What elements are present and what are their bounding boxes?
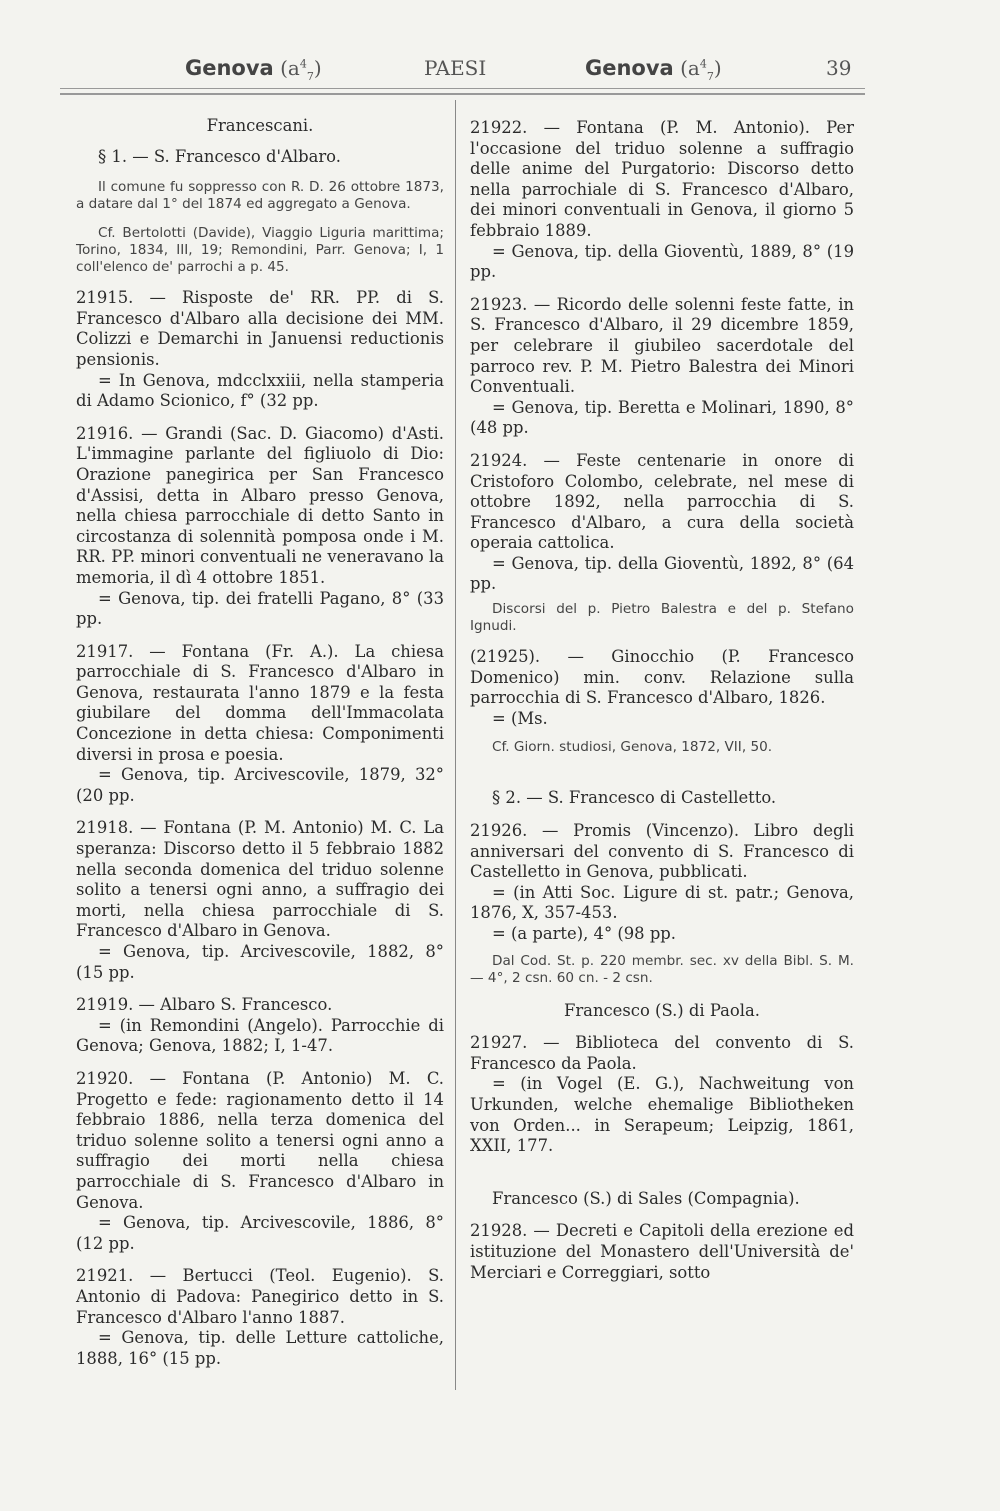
bib-entry: 21927. — Biblioteca del convento di S. Francesco da Paola. [470, 1033, 854, 1073]
header-code-right: (a [680, 56, 700, 80]
note: Il comune fu soppresso con R. D. 26 ottobre 1873, a datare dal 1° del 1874 ed aggregato a Genova. [76, 179, 444, 213]
reference-note: Cf. Bertolotti (Davide), Viaggio Liguria marittima; Torino, 1834, III, 19; Remondini, Parr. Genova; I, 1 coll'elenco de' parrochi a p. 45. [76, 225, 444, 276]
header-sup-left: 4 [299, 57, 307, 71]
imprint: = (in Remondini (Angelo). Parrocchie di Genova; Genova, 1882; I, 1-47. [76, 1015, 444, 1056]
note: Discorsi del p. Pietro Balestra e del p. Stefano Ignudi. [470, 601, 854, 635]
running-head-center: PAESI [424, 56, 487, 80]
bib-entry: 21922. — Fontana (P. M. Antonio). Per l'occasione del triduo solenne a suffragio delle anime del Purgatorio: Discorso detto nella parrochiale di S. Francesco d'Albaro, dei minori conventuali in Genova, il giorno 5 febbraio 1889. [470, 118, 854, 240]
header-rule [60, 88, 865, 89]
bib-entry: 21923. — Ricordo delle solenni feste fatte, in S. Francesco d'Albaro, il 29 dicembre 1859, per celebrare il giubileo sacerdotale del parroco rev. P. M. Pietro Balestra dei Minori Conventuali. [470, 294, 854, 397]
imprint: = Genova, tip. delle Letture cattoliche, 1888, 16° (15 pp. [76, 1328, 444, 1368]
imprint: = Genova, tip. Arcivescovile, 1886, 8° (12 pp. [76, 1213, 444, 1253]
header-sup-right: 4 [699, 57, 707, 71]
header-sub-left: 7 [306, 70, 314, 83]
running-head-left [185, 56, 322, 83]
bib-entry: 21919. — Albaro S. Francesco. [76, 995, 333, 1015]
section-heading: Francescani. [206, 116, 314, 135]
imprint: = In Genova, mdcclxxiii, nella stamperia di Adamo Scionico, f° (32 pp. [76, 370, 444, 411]
reference-note: Cf. Giorn. studiosi, Genova, 1872, VII, 50. [492, 739, 773, 756]
bib-entry: 21918. — Fontana (P. M. Antonio) M. C. La speranza: Discorso detto il 5 febbraio 1882 nella seconda domenica del triduo solenne solito a tenersi ogni anno, a suffragio dei morti, nella chiesa parrocchiale di S. Francesco d'Albaro in Genova. [76, 818, 444, 941]
imprint: = (in Atti Soc. Ligure di st. patr.; Genova, 1876, X, 357-453. [470, 882, 854, 923]
header-rule-thick [60, 93, 865, 95]
bib-entry: 21928. — Decreti e Capitoli della erezione ed istituzione del Monastero dell'Università de' Merciari e Correggiari, sotto [470, 1221, 854, 1282]
bib-entry: 21917. — Fontana (Fr. A.). La chiesa parrocchiale di S. Francesco d'Albaro in Genova, restaurata l'anno 1879 e la festa giubilare del domma dell'Immacolata Concezione in detta chiesa: Componimenti diversi in prosa e poesia. [76, 641, 444, 764]
subsection-heading: § 1. — S. Francesco d'Albaro. [98, 146, 341, 166]
left-column [76, 106, 444, 1369]
spacer [470, 1157, 854, 1175]
running-head-right [585, 56, 722, 83]
header-place-right: Genova [585, 56, 674, 80]
imprint: = (in Vogel (E. G.), Nachweitung von Urkunden, welche ehemalige Bibliotheken von Orden... in Serapeum; Leipzig, 1861, XXII, 177. [470, 1074, 854, 1156]
imprint: = Genova, tip. della Gioventù, 1889, 8° (19 pp. [470, 241, 854, 282]
spacer [470, 756, 854, 774]
header-sub-right: 7 [706, 70, 714, 83]
imprint: = (Ms. [492, 708, 548, 728]
right-column [470, 106, 854, 1283]
header-code-left: (a [280, 56, 300, 80]
imprint: = Genova, tip. Arcivescovile, 1882, 8° (15 pp. [76, 942, 444, 982]
bib-entry: 21921. — Bertucci (Teol. Eugenio). S. Antonio di Padova: Panegirico detto in S. Francesco d'Albaro l'anno 1887. [76, 1266, 444, 1327]
imprint: = Genova, tip. Arcivescovile, 1879, 32° (20 pp. [76, 765, 444, 805]
header-close-left: ) [313, 56, 322, 80]
imprint: = Genova, tip. della Gioventù, 1892, 8° (64 pp. [470, 553, 854, 594]
header-place-left: Genova [185, 56, 274, 80]
bib-entry: (21925). — Ginocchio (P. Francesco Domenico) min. conv. Relazione sulla parrocchia di S. Francesco d'Albaro, 1826. [470, 647, 854, 708]
imprint: = (a parte), 4° (98 pp. [492, 924, 677, 943]
imprint: = Genova, tip. dei fratelli Pagano, 8° (33 pp. [76, 588, 444, 629]
bib-entry: 21915. — Risposte de' RR. PP. di S. Francesco d'Albaro alla decisione dei MM. Colizzi e Demarchi in Januensi reductionis pensionis. [76, 288, 444, 369]
imprint: = Genova, tip. Beretta e Molinari, 1890, 8° (48 pp. [470, 397, 854, 438]
bib-entry: 21916. — Grandi (Sac. D. Giacomo) d'Asti. L'immagine parlante del figliuolo di Dio: Orazione panegirica per San Francesco d'Assisi, detta in Albaro presso Genova, nella chiesa parrocchiale di detto Santo in circostanza di solennità pomposa onde i M. RR. PP. minori conventuali ne veneravano la memoria, il dì 4 ottobre 1851. [76, 423, 444, 587]
note: Dal Cod. St. p. 220 membr. sec. xv della Bibl. S. M. — 4°, 2 csn. 60 cn. - 2 csn. [470, 952, 854, 986]
header-close-right: ) [713, 56, 722, 80]
section-heading: Francesco (S.) di Sales (Compagnia). [492, 1188, 800, 1208]
bib-entry: 21926. — Promis (Vincenzo). Libro degli anniversari del convento di S. Francesco di Castelletto in Genova, pubblicati. [470, 821, 854, 882]
bib-entry: 21920. — Fontana (P. Antonio) M. C. Progetto e fede: ragionamento detto il 14 febbraio 1886, nella terza domenica del triduo solenne solito a tenersi ogni anno a suffragio dei morti nella chiesa parrocchiale di S. Francesco d'Albaro in Genova. [76, 1068, 444, 1212]
page-number: 39 [826, 56, 852, 80]
section-heading: Francesco (S.) di Paola. [563, 1000, 761, 1020]
column-divider [455, 100, 456, 1390]
bib-entry: 21924. — Feste centenarie in onore di Cristoforo Colombo, celebrate, nel mese di ottobre 1892, nella parrocchia di S. Francesco d'Albaro, a cura della società operaia cattolica. [470, 450, 854, 553]
subsection-heading: § 2. — S. Francesco di Castelletto. [492, 788, 777, 808]
